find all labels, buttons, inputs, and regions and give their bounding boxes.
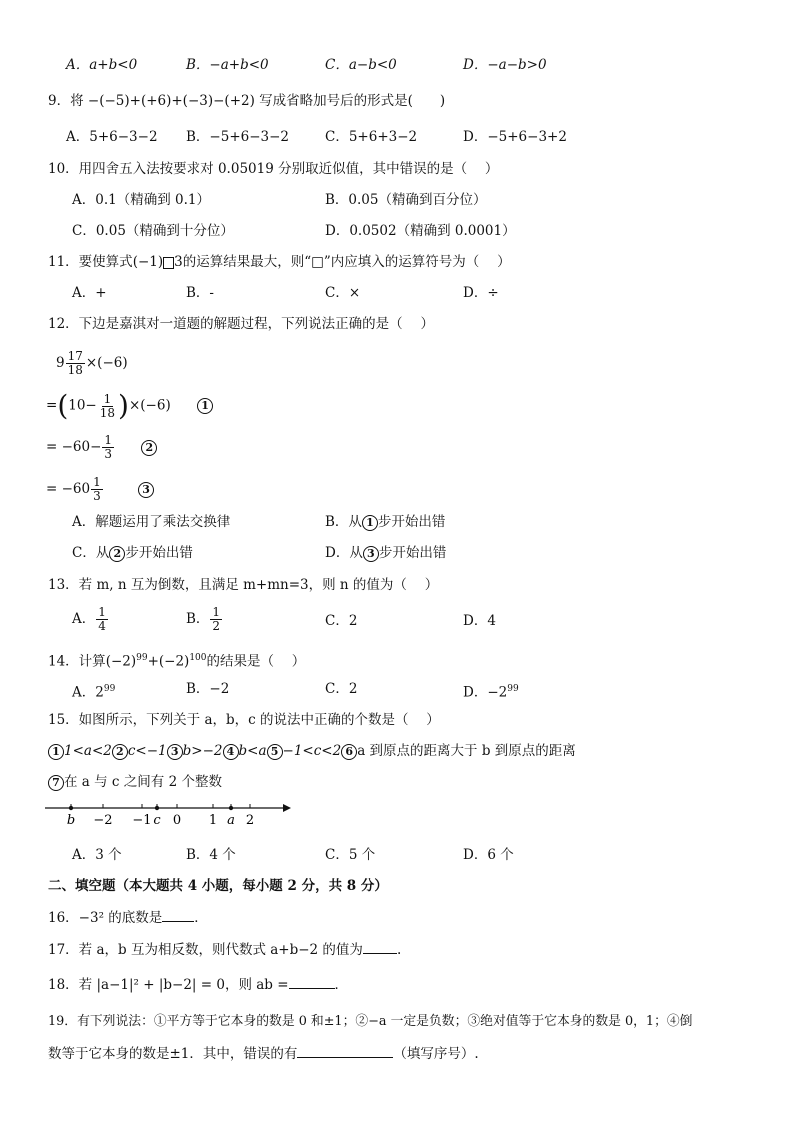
number-line-label: c xyxy=(153,813,161,828)
q11-option-a[interactable]: A．+ xyxy=(72,285,107,301)
q12-step0: 9 $\frac{17}{18}$ ×(−6) xyxy=(56,349,128,377)
q12-option-a[interactable]: A．解题运用了乘法交换律 xyxy=(72,514,231,530)
q12-option-b[interactable]: B．从 1 步开始出错 xyxy=(325,514,446,530)
q13-option-d[interactable]: D．4 xyxy=(463,613,496,629)
q8-option-a[interactable]: A．a+b<0 xyxy=(66,57,138,73)
q8-option-b[interactable]: B．−a+b<0 xyxy=(186,57,269,73)
answer-blank[interactable] xyxy=(297,1044,393,1058)
q11-option-c[interactable]: C．× xyxy=(325,285,361,301)
q13-option-c[interactable]: C．2 xyxy=(325,613,358,629)
q12-step1: =(10− $\frac{1}{18}$ )×(−6) 1 xyxy=(46,392,213,420)
q11-option-b[interactable]: B．- xyxy=(186,285,214,301)
q13-stem: 13．若 m, n 互为倒数，且满足 m+mn=3，则 n 的值为（ ） xyxy=(48,577,439,593)
q19-line1: 19．有下列说法：①平方等于它本身的数是 0 和±1；②−a 一定是负数；③绝对值等于它本身的数是 0，1；④倒 xyxy=(48,1014,693,1029)
q18: 18．若 |a−1|² + |b−2| = 0，则 ab = ． xyxy=(48,977,349,993)
number-line-label: a xyxy=(227,813,235,828)
q15-option-b[interactable]: B．4 个 xyxy=(186,847,236,863)
q17: 17．若 a，b 互为相反数，则代数式 a+b−2 的值为 . xyxy=(48,942,402,958)
q11-option-d[interactable]: D．÷ xyxy=(463,285,499,301)
answer-blank[interactable] xyxy=(289,975,335,989)
q12-option-d[interactable]: D．从 3 步开始出错 xyxy=(325,545,447,561)
q10-option-b[interactable]: B．0.05（精确到百分位） xyxy=(325,192,487,208)
q15-stem: 15．如图所示，下列关于 a，b，c 的说法中正确的个数是（ ） xyxy=(48,712,440,728)
q14-option-d[interactable]: D．$-2^{99}$ xyxy=(463,684,519,701)
answer-blank[interactable] xyxy=(363,940,397,954)
q8-option-d[interactable]: D．−a−b>0 xyxy=(463,57,547,73)
q11-stem: 11．要使算式(−1) 3的运算结果最大，则“□”内应填入的运算符号为（ ） xyxy=(48,254,511,270)
q19-line2: 数等于它本身的数是±1．其中，错误的有 （填写序号）. xyxy=(48,1046,479,1062)
q15-statements: 1 1<a<2 2 c<−1 3 b>−2 4 b<a 5 −1<c<2 6 a 到原点的距离大于 b 到原点的距离 xyxy=(48,742,576,760)
q14-option-a[interactable]: A．$2^{99}$ xyxy=(72,684,116,701)
number-line-label: 0 xyxy=(172,813,182,828)
q12-option-c[interactable]: C．从 2 步开始出错 xyxy=(72,545,193,561)
q12-step3: = −60 $\frac{1}{3}$ 3 xyxy=(46,476,154,503)
q14-option-c[interactable]: C．2 xyxy=(325,681,358,697)
q15-option-a[interactable]: A．3 个 xyxy=(72,847,122,863)
step-marker-3: 3 xyxy=(138,482,154,498)
q8-option-c[interactable]: C．a−b<0 xyxy=(325,57,397,73)
q13-option-a[interactable]: A． $\frac{1}{4}$ xyxy=(72,605,106,633)
number-line-point xyxy=(229,806,233,810)
q12-step2: = −60− $\frac{1}{3}$ 2 xyxy=(46,434,157,461)
q14-stem: 14．计算$(-2)^{99}+(-2)^{100}$的结果是（ ） xyxy=(48,653,306,670)
q10-option-c[interactable]: C．0.05（精确到十分位） xyxy=(72,223,234,239)
q9-stem: 9．将 −(−5)+(+6)+(−3)−(+2) 写成省略加号后的形式是( ) xyxy=(48,93,446,109)
q10-stem: 10．用四舍五入法按要求对 0.05019 分别取近似值，其中错误的是（ ） xyxy=(48,161,499,177)
step-marker-1: 1 xyxy=(197,398,213,414)
q14-option-b[interactable]: B．−2 xyxy=(186,681,230,697)
q16: 16．−3² 的底数是 ． xyxy=(48,910,208,926)
q10-option-a[interactable]: A．0.1（精确到 0.1） xyxy=(72,192,210,208)
q15-statement-7: 7 在 a 与 c 之间有 2 个整数 xyxy=(48,773,222,791)
answer-blank[interactable] xyxy=(162,908,194,922)
number-line-label: 1 xyxy=(208,813,218,828)
step-marker-2: 2 xyxy=(141,440,157,456)
number-line-label: −1 xyxy=(132,813,152,828)
number-line-arrow-icon xyxy=(283,804,291,812)
q9-option-a[interactable]: A．5+6−3−2 xyxy=(66,129,158,145)
number-line xyxy=(45,800,295,830)
blank-square-icon xyxy=(163,257,174,269)
number-line-point xyxy=(155,806,159,810)
q9-option-b[interactable]: B．−5+6−3−2 xyxy=(186,129,290,145)
section-title-fill-in: 二、填空题（本大题共 4 小题，每小题 2 分，共 8 分） xyxy=(48,878,388,894)
q9-option-c[interactable]: C．5+6+3−2 xyxy=(325,129,418,145)
q9-option-d[interactable]: D．−5+6−3+2 xyxy=(463,129,567,145)
q13-option-b[interactable]: B． $\frac{1}{2}$ xyxy=(186,605,221,633)
q15-option-d[interactable]: D．6 个 xyxy=(463,847,514,863)
q12-stem: 12．下边是嘉淇对一道题的解题过程，下列说法正确的是（ ） xyxy=(48,316,434,332)
number-line-label: b xyxy=(66,813,76,828)
number-line-label: −2 xyxy=(93,813,113,828)
q10-option-d[interactable]: D．0.0502（精确到 0.0001） xyxy=(325,223,516,239)
number-line-point xyxy=(69,806,73,810)
number-line-label: 2 xyxy=(245,813,255,828)
q15-option-c[interactable]: C．5 个 xyxy=(325,847,376,863)
